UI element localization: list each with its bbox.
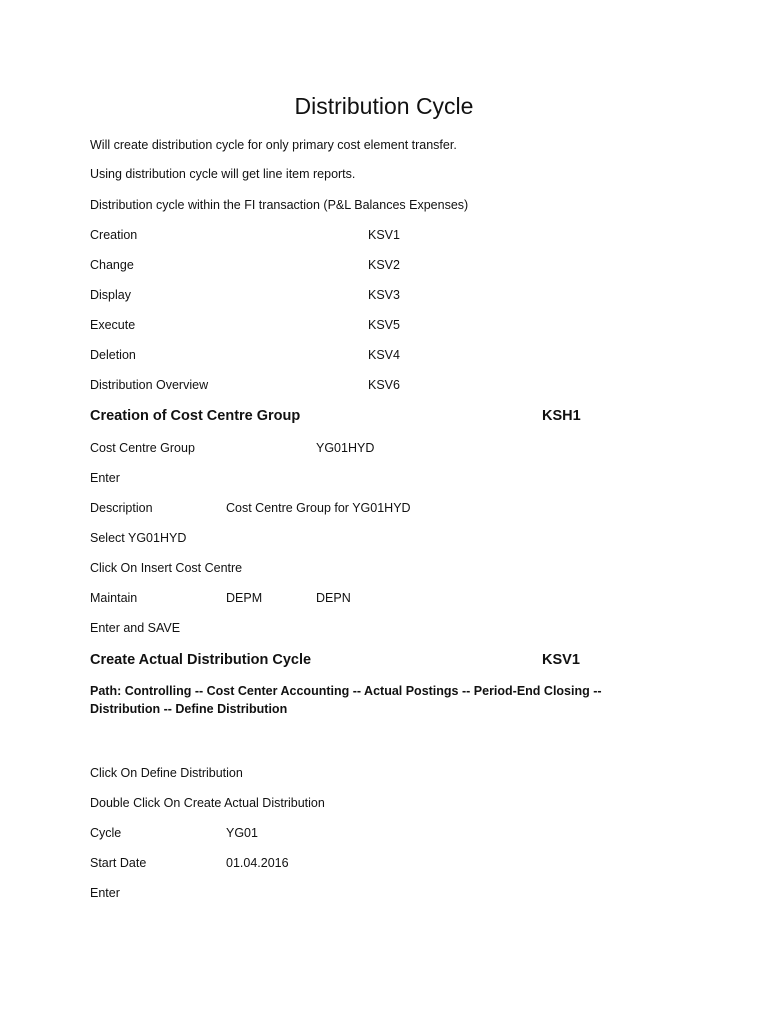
transaction-code-overview: KSV6 [368,378,400,392]
enter-step-1: Enter [90,471,120,485]
description-value: Cost Centre Group for YG01HYD [226,501,411,515]
maintain-label: Maintain [90,591,138,605]
insert-cost-centre-step: Click On Insert Cost Centre [90,561,243,575]
maintain-value-depn: DEPN [316,591,351,605]
transaction-label-creation: Creation [90,228,138,242]
description-label: Description [90,501,153,515]
section-heading-cost-centre-group: Creation of Cost Centre Group [90,408,301,424]
transaction-label-display: Display [90,288,131,302]
cost-centre-group-value: YG01HYD [316,441,375,455]
enter-step-2: Enter [90,886,120,900]
transaction-code-creation: KSV1 [368,228,400,242]
cost-centre-group-label: Cost Centre Group [90,441,195,455]
create-actual-distribution-step: Double Click On Create Actual Distribution [90,796,325,810]
transaction-label-execute: Execute [90,318,136,332]
start-date-label: Start Date [90,856,147,870]
cycle-value: YG01 [226,826,258,840]
maintain-value-depm: DEPM [226,591,263,605]
define-distribution-step: Click On Define Distribution [90,766,243,780]
section-heading-distribution-cycle: Create Actual Distribution Cycle [90,652,312,668]
intro-line-2: Using distribution cycle will get line item reports. [90,167,356,181]
section-code-ksh1: KSH1 [542,408,581,424]
select-step: Select YG01HYD [90,531,187,545]
transaction-code-change: KSV2 [368,258,400,272]
page-title: Distribution Cycle [294,93,474,119]
start-date-value: 01.04.2016 [226,856,289,870]
enter-and-save-step: Enter and SAVE [90,621,181,635]
transaction-label-change: Change [90,258,134,272]
intro-line-3: Distribution cycle within the FI transaction (P&L Balances Expenses) [90,198,469,212]
transaction-code-deletion: KSV4 [368,348,400,362]
transaction-code-execute: KSV5 [368,318,400,332]
transaction-code-display: KSV3 [368,288,400,302]
menu-path: Path: Controlling -- Cost Center Accounting -- Actual Postings -- Period-End Closing -- Distribution -- Define Distribution [90,684,602,716]
transaction-label-deletion: Deletion [90,348,136,362]
section-code-ksv1: KSV1 [542,652,580,668]
transaction-label-overview: Distribution Overview [90,378,209,392]
cycle-label: Cycle [90,826,122,840]
intro-line-1: Will create distribution cycle for only primary cost element transfer. [90,138,457,152]
